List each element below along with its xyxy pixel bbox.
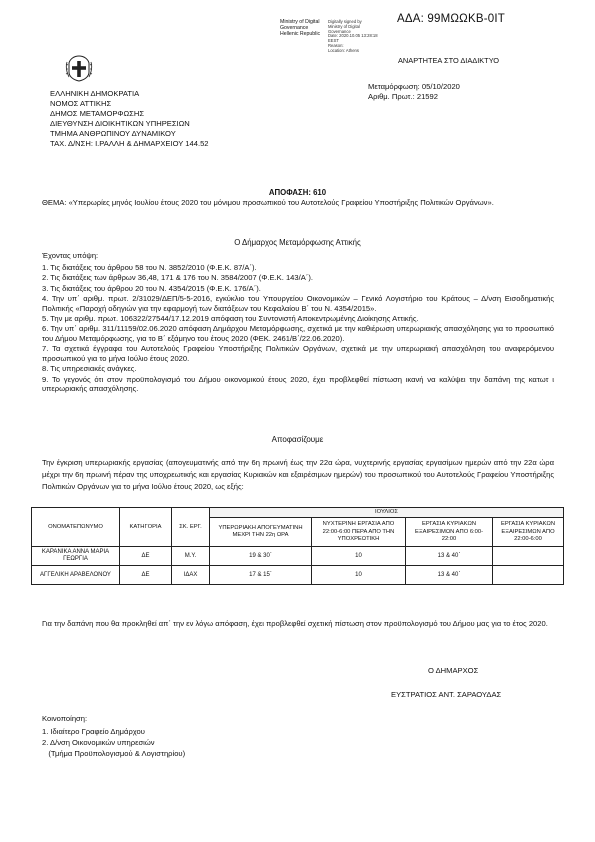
cell-name: ΚΑΡΑΝΙΚΑ ΑΝΝΑ ΜΑΡΙΑ ΓΕΩΡΓΙΑ <box>32 547 120 566</box>
cell-afternoon: 19 & 30΄ <box>210 547 312 566</box>
cell-category: ΔΕ <box>120 566 172 585</box>
considering-heading: Έχοντας υπόψη: <box>42 251 99 260</box>
sender-line: ΤΜΗΜΑ ΑΝΘΡΩΠΙΝΟΥ ΔΥΝΑΜΙΚΟΥ <box>50 129 176 139</box>
column-header-name: ΟΝΟΜΑΤΕΠΩΝΥΜΟ <box>32 508 120 547</box>
posted-notice: ΑΝΑΡΤΗΤΕΑ ΣΤΟ ΔΙΑΔΙΚΤΥΟ <box>398 56 499 65</box>
column-header-afternoon: ΥΠΕΡΩΡΙΑΚΗ ΑΠΟΓΕΥΜΑΤΙΝΗ ΜΕΧΡΙ ΤΗΝ 22η ΩΡΑ <box>210 518 312 547</box>
cell-name: ΑΓΓΕΛΙΚΗ ΑΡΑΒΕΛΟΝΟΥ <box>32 566 120 585</box>
signature-detail-line: Date: 2020.10.05 13:28:18 <box>328 33 378 39</box>
approval-text: Την έγκριση υπερωριακής εργασίας (απογευματινής από την 6η πρωινή έως την 22α ώρα, νυχτερινής εργασίας εργασίμων ημερών από την 22α ώρα μέχρι την 6η πρωινή πέραν της υποχρεωτικής και εργασίας Κυριακών και εξαιρέσιμων ημερών) του προσωπικού του Αυτοτελούς Γραφείου Υποστήριξης Πολιτικών Οργάνων για το μήνα Ιούλιο έτους 2020, ως εξής: <box>42 458 554 491</box>
signature-detail-line: EEST <box>328 38 339 44</box>
cell-sunday-day: 13 & 40΄ <box>406 566 493 585</box>
list-item: 2. Τις διατάξεις των άρθρων 36,48, 171 & 176 του Ν. 3584/2007 (Φ.Ε.Κ. 143/Α΄). <box>42 273 313 283</box>
protocol-number: Αριθμ. Πρωτ.: 21592 <box>368 92 438 102</box>
signature-detail-line: Ministry of Digital <box>328 23 360 29</box>
column-header-category: ΚΑΤΗΓΟΡΙΑ <box>120 508 172 547</box>
cell-category: ΔΕ <box>120 547 172 566</box>
cell-specialty: Μ.Υ. <box>172 547 210 566</box>
considerations-list <box>42 263 554 395</box>
cell-night: 10 <box>312 566 406 585</box>
cell-afternoon: 17 & 15΄ <box>210 566 312 585</box>
closing-text: Για την δαπάνη που θα προκληθεί απ΄ την εν λόγω απόφαση, έχει προβλεφθεί σχετική πίστωση στον προϋπολογισμό του Δήμου μας για το έτος 2020. <box>42 619 548 628</box>
signature-detail-line: Reason: <box>328 43 344 49</box>
signatory-name: ΕΥΣΤΡΑΤΙΟΣ ΑΝΤ. ΣΑΡΑΟΥΔΑΣ <box>391 690 502 699</box>
list-item: 7. Τα σχετικά έγγραφα του Αυτοτελούς Γραφείου Υποστήριξης Πολιτικών Οργάνων, σχετικά με την υπερωριακή απασχόληση του αναφερόμενου προσωπικού για το μήνα Ιούλιο έτους 2020. <box>42 344 554 364</box>
cc-list <box>42 726 185 759</box>
column-header-sunday-night: ΕΡΓΑΣΙΑ ΚΥΡΙΑΚΩΝ ΕΞΑΙΡΕΣΙΜΩΝ ΑΠΟ 22:00-6:00 <box>493 518 564 547</box>
list-item: 1. Ιδιαίτερο Γραφείο Δημάρχου <box>42 727 145 736</box>
cell-sunday-night <box>493 547 564 566</box>
decision-subject: ΘΕΜΑ: «Υπερωρίες μηνός Ιουλίου έτους 2020 του μόνιμου προσωπικού του Αυτοτελούς Γραφείου Υποστήριξης Πολιτικών Οργάνων». <box>42 198 494 207</box>
list-item: 2. Δ/νση Οικονομικών υπηρεσιών <box>42 738 155 747</box>
signature-org-line: Governance <box>280 24 309 31</box>
cell-specialty: ΙΔΑΧ <box>172 566 210 585</box>
signatory-title: Ο ΔΗΜΑΡΧΟΣ <box>428 666 479 675</box>
sender-line: ΝΟΜΟΣ ΑΤΤΙΚΗΣ <box>50 99 112 109</box>
signature-detail-line: Location: Athens <box>328 47 359 53</box>
sender-line: ΤΑΧ. Δ/ΝΣΗ: Ι.ΡΑΛΛΗ & ΔΗΜΑΡΧΕΙΟΥ 144.52 <box>50 139 209 149</box>
ada-code: ΑΔΑ: 99ΜΩΩΚΒ-0ΙΤ <box>397 13 505 25</box>
list-item: 8. Τις υπηρεσιακές ανάγκες. <box>42 364 137 374</box>
signature-org <box>280 20 328 38</box>
list-item: 1. Τις διατάξεις του άρθρου 58 του Ν. 3852/2010 (Φ.Ε.Κ. 87/Α΄). <box>42 263 257 272</box>
list-item: 5. Την με αριθμ. πρωτ. 106322/27544/17.12.2019 απόφαση του Συντονιστή Αποκεντρωμένης Διοίκησης Αττικής. <box>42 313 419 323</box>
sender-block <box>50 89 209 150</box>
document-date: Μεταμόρφωση: 05/10/2020 <box>368 82 460 91</box>
list-item: 3. Τις διατάξεις του άρθρου 20 του Ν. 4354/2015 (Φ.Ε.Κ. 176/Α΄). <box>42 283 261 293</box>
table-row <box>32 547 564 566</box>
list-item: 6. Την υπ΄ αριθμ. 311/11159/02.06.2020 απόφαση Δημάρχου Μεταμόρφωσης, σχετικά με την καθιέρωση υπερωριακής απασχόλησης για το προσωπικό του Δήμου Μεταμόρφωσης, για το Β΄ εξάμηνο του έτους 2020 (ΦΕΚ. 2461/Β΄/22.06.2020). <box>42 324 554 343</box>
list-item: 4. Την υπ΄ αριθμ. πρωτ. 2/31029/ΔΕΠ/5-5-2016, εγκύκλιο του Υπουργείου Οικονομικών – Γενικό Λογιστήριο του Κράτους – Δ/νση Εισοδηματικής Πολιτικής «Παροχή οδηγιών για την εφαρμογή των διατάξεων του Κεφαλαίου Β΄ του Ν. 4354/2015». <box>42 293 554 313</box>
signature-detail-line: Digitally signed by <box>328 19 362 24</box>
signature-org-line: Hellenic Republic <box>280 30 321 37</box>
sender-line: ΔΙΕΥΘΥΝΣΗ ΔΙΟΙΚΗΤΙΚΩΝ ΥΠΗΡΕΣΙΩΝ <box>50 119 190 129</box>
overtime-table <box>31 507 564 585</box>
decision-number: ΑΠΟΦΑΣΗ: 610 <box>268 188 327 197</box>
sender-line: ΕΛΛΗΝΙΚΗ ΔΗΜΟΚΡΑΤΙΑ <box>50 89 140 98</box>
sender-line: ΔΗΜΟΣ ΜΕΤΑΜΟΡΦΩΣΗΣ <box>50 109 145 119</box>
document-meta <box>368 82 460 102</box>
column-header-sunday-day: ΕΡΓΑΣΙΑ ΚΥΡΙΑΚΩΝ ΕΞΑΙΡΕΣΙΜΩΝ ΑΠΟ 6:00-22:00 <box>406 518 493 547</box>
column-header-specialty: ΣΚ. ΕΡΓ. <box>172 508 210 547</box>
cell-sunday-day: 13 & 40΄ <box>406 547 493 566</box>
signature-org-line: Ministry of Digital <box>280 19 320 25</box>
list-item: 9. Το γεγονός ότι στον προϋπολογισμό του Δήμου οικονομικού έτους 2020, έχει προβλεφθεί πίστωση ικανή να καλύψει την δαπάνη της κατωτ ι υπερωριακής απασχόλησης. <box>42 374 554 394</box>
cell-sunday-night <box>493 566 564 585</box>
decision-author: Ο Δήμαρχος Μεταμόρφωσης Αττικής <box>234 238 361 247</box>
list-item: (Τμήμα Προϋπολογισμού & Λογιστηρίου) <box>42 749 186 758</box>
signature-details <box>328 20 386 54</box>
signature-detail-line: Governance <box>328 28 351 34</box>
column-header-night: ΝΥΧΤΕΡΙΝΗ ΕΡΓΑΣΙΑ ΑΠΟ 22:00-6:00 ΠΕΡΑ ΑΠΟ ΤΗΝ ΥΠΟΧΡΕΩΤΙΚΗ <box>312 518 406 547</box>
table-row <box>32 566 564 585</box>
cc-heading: Κοινοποίηση: <box>42 714 88 723</box>
cell-night: 10 <box>312 547 406 566</box>
digital-signature <box>280 20 390 54</box>
column-group-header: ΙΟΥΛΙΟΣ <box>210 508 564 518</box>
decide-heading: Αποφασίζουμε <box>271 435 324 444</box>
greek-emblem-icon <box>65 53 93 83</box>
